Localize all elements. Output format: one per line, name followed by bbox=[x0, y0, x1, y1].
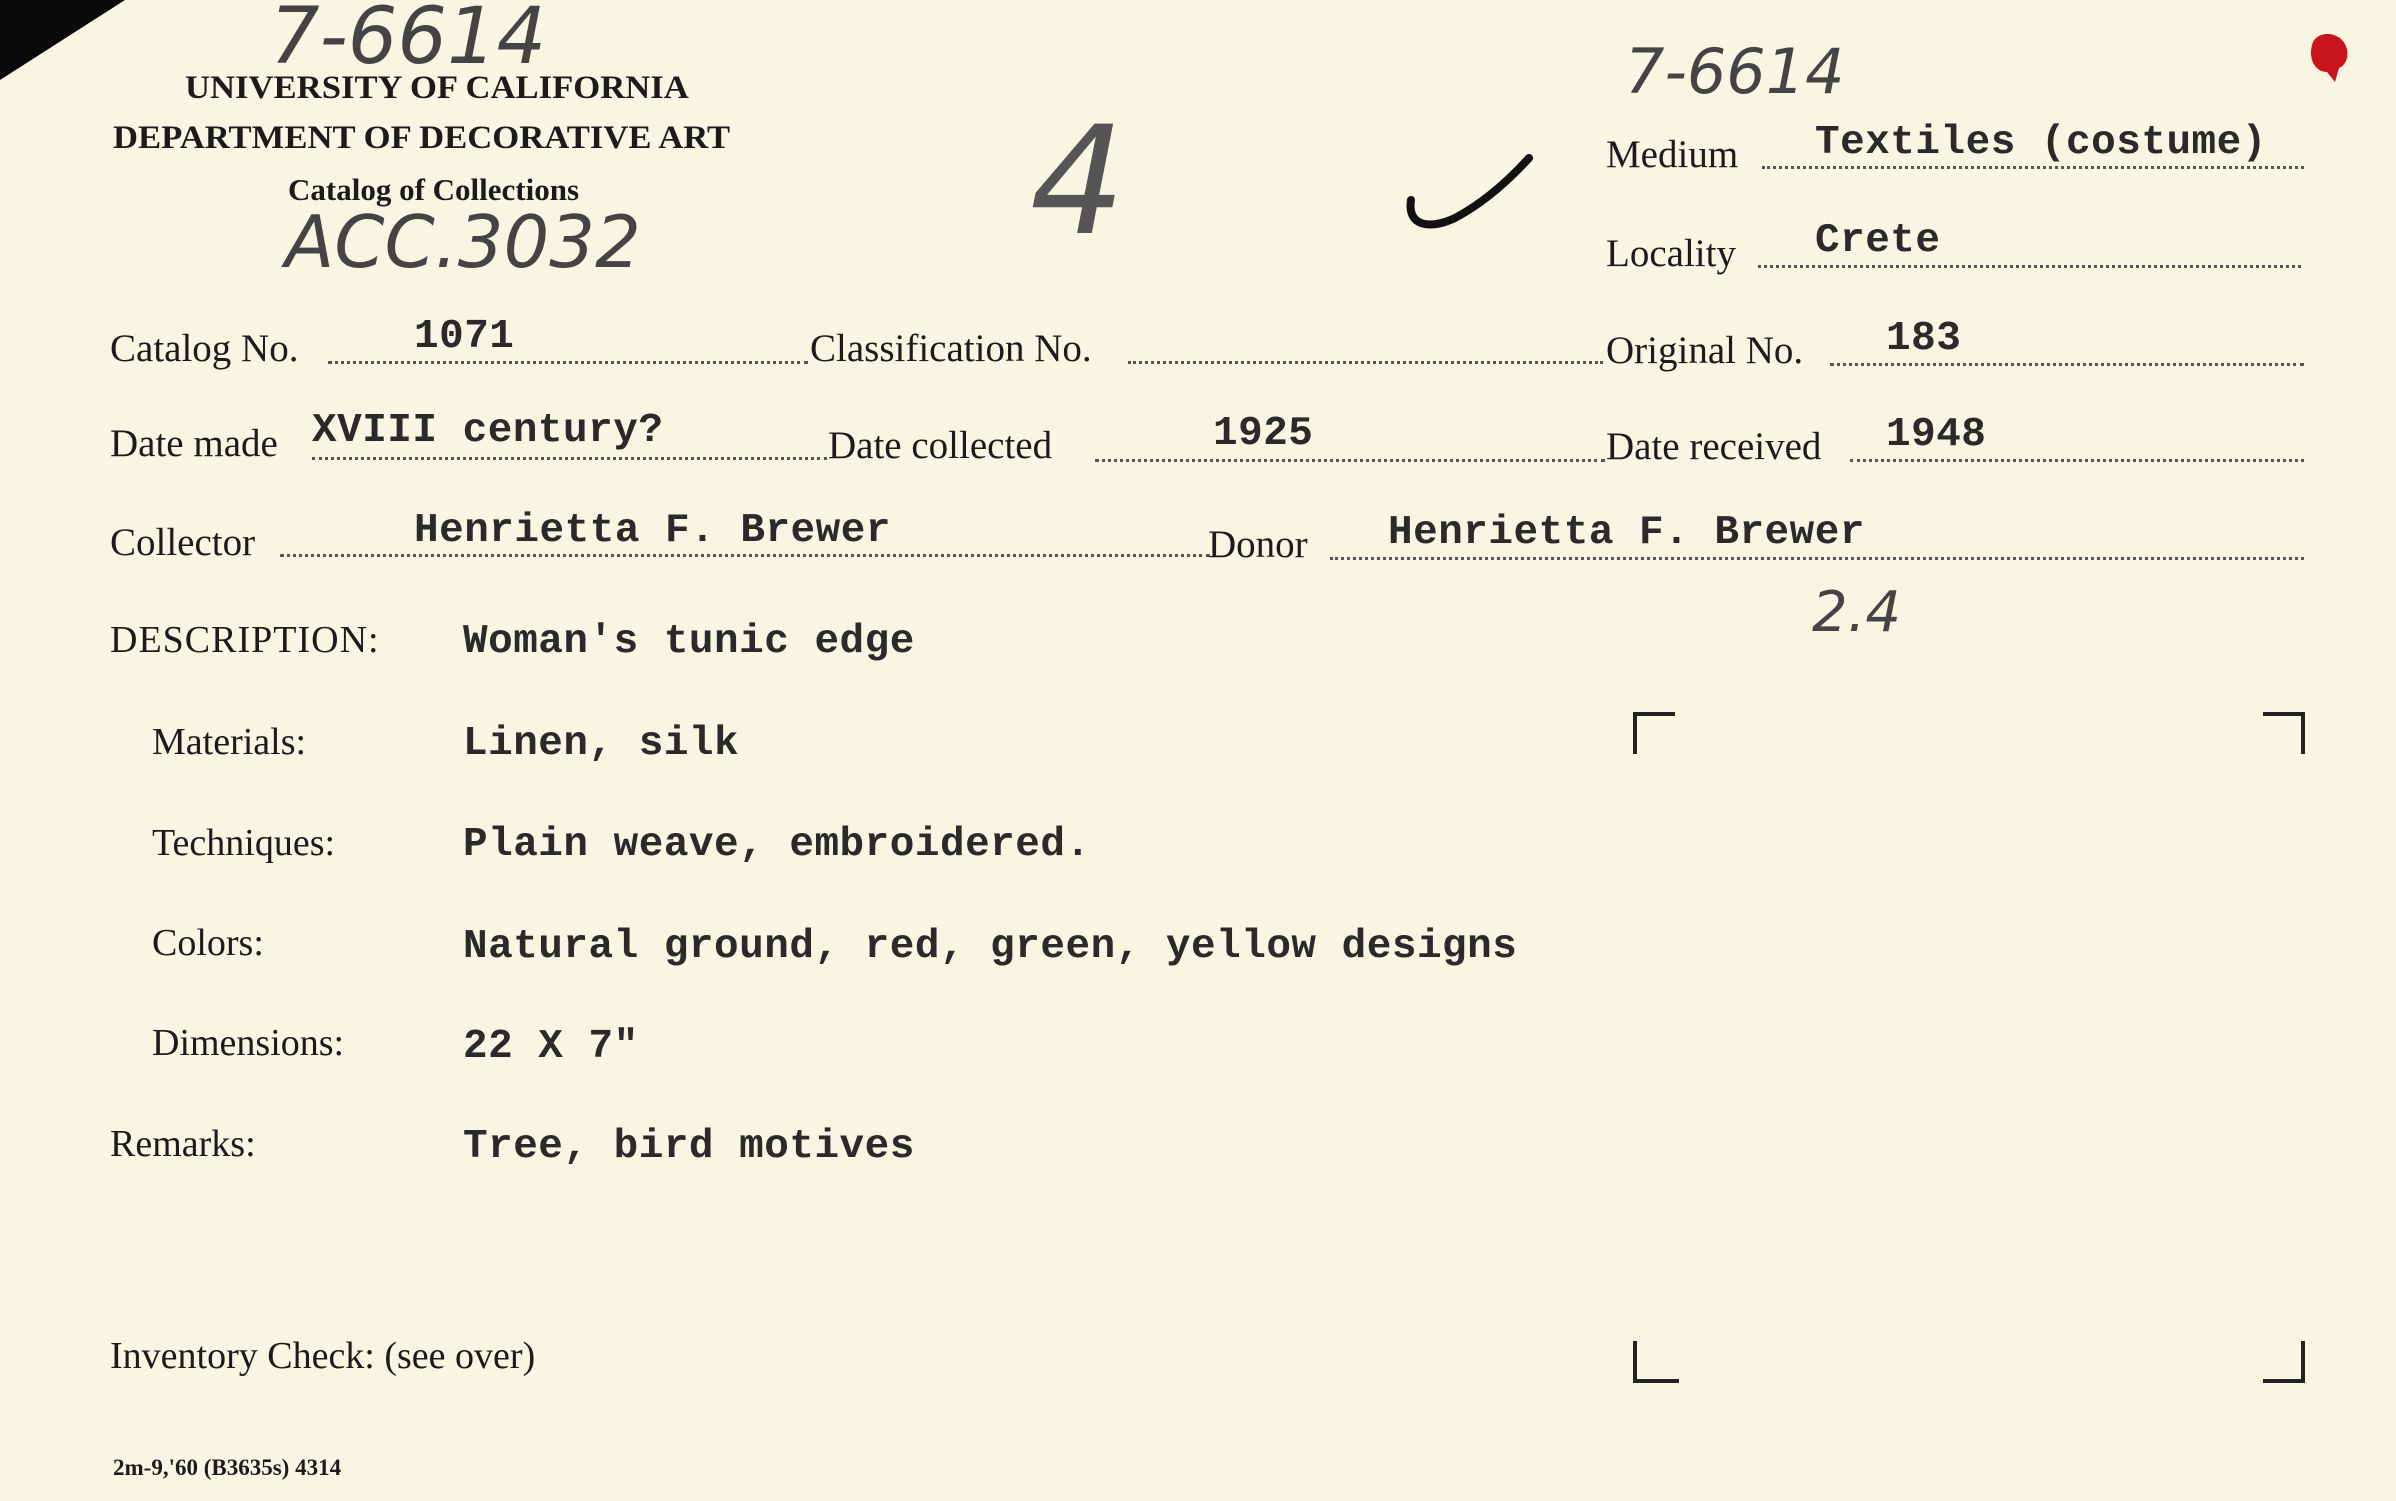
card-tab-corner bbox=[0, 0, 140, 90]
check-mark-icon bbox=[1405, 148, 1535, 238]
original-no-value: 183 bbox=[1886, 316, 1962, 362]
remarks-label: Remarks: bbox=[110, 1123, 256, 1165]
photo-corner-top-right bbox=[2263, 712, 2305, 754]
classification-no-line bbox=[1128, 361, 1603, 364]
collector-line bbox=[280, 554, 1210, 557]
handwritten-right-number: 7-6614 bbox=[1625, 35, 1845, 108]
dimensions-label: Dimensions: bbox=[152, 1022, 345, 1064]
date-collected-label: Date collected bbox=[828, 424, 1053, 467]
description-label: DESCRIPTION: bbox=[110, 619, 380, 661]
description-value: Woman's tunic edge bbox=[463, 619, 915, 665]
catalog-no-value: 1071 bbox=[414, 314, 515, 360]
original-no-label: Original No. bbox=[1606, 329, 1804, 372]
catalog-no-line bbox=[328, 361, 808, 364]
catalog-title: Catalog of Collections bbox=[288, 172, 580, 207]
donor-label: Donor bbox=[1208, 523, 1308, 566]
date-made-line bbox=[312, 457, 827, 460]
classification-no-label: Classification No. bbox=[810, 327, 1092, 370]
dimensions-value: 22 X 7" bbox=[463, 1024, 639, 1070]
handwritten-box-number: 4 bbox=[1030, 95, 1126, 269]
institution-heading: UNIVERSITY OF CALIFORNIA bbox=[185, 70, 689, 106]
original-no-line bbox=[1830, 363, 2304, 366]
handwritten-accession: ACC.3032 bbox=[285, 200, 641, 284]
medium-line bbox=[1762, 166, 2304, 169]
photo-corner-bottom-right bbox=[2263, 1341, 2305, 1383]
materials-label: Materials: bbox=[152, 721, 307, 763]
colors-value: Natural ground, red, green, yellow designs bbox=[463, 924, 1518, 970]
locality-label: Locality bbox=[1606, 232, 1736, 275]
medium-value: Textiles (costume) bbox=[1815, 120, 2267, 166]
remarks-value: Tree, bird motives bbox=[463, 1124, 915, 1170]
date-received-line bbox=[1850, 459, 2304, 462]
techniques-value: Plain weave, embroidered. bbox=[463, 822, 1091, 868]
date-collected-value: 1925 bbox=[1213, 411, 1314, 457]
collector-value: Henrietta F. Brewer bbox=[414, 508, 891, 554]
locality-value: Crete bbox=[1815, 218, 1941, 264]
print-code: 2m-9,'60 (B3635s) 4314 bbox=[113, 1455, 342, 1480]
colors-label: Colors: bbox=[152, 922, 264, 964]
date-made-value: XVIII century? bbox=[312, 408, 664, 454]
photo-corner-top-left bbox=[1633, 712, 1675, 754]
handwritten-top-number: 7-6614 bbox=[270, 0, 547, 82]
inventory-check-label: Inventory Check: (see over) bbox=[110, 1335, 536, 1377]
donor-value: Henrietta F. Brewer bbox=[1388, 510, 1865, 556]
date-received-label: Date received bbox=[1606, 425, 1822, 468]
techniques-label: Techniques: bbox=[152, 822, 336, 864]
collector-label: Collector bbox=[110, 521, 256, 564]
department-heading: DEPARTMENT OF DECORATIVE ART bbox=[113, 120, 731, 156]
locality-line bbox=[1758, 265, 2301, 268]
red-mark-icon bbox=[2305, 28, 2351, 86]
date-collected-line bbox=[1095, 459, 1605, 462]
medium-label: Medium bbox=[1606, 133, 1739, 176]
donor-line bbox=[1330, 557, 2304, 560]
catalog-no-label: Catalog No. bbox=[110, 327, 299, 370]
handwritten-location-code: 2.4 bbox=[1812, 580, 1902, 645]
date-received-value: 1948 bbox=[1886, 412, 1987, 458]
photo-corner-bottom-left bbox=[1633, 1341, 1679, 1383]
date-made-label: Date made bbox=[110, 422, 278, 465]
materials-value: Linen, silk bbox=[463, 721, 740, 767]
